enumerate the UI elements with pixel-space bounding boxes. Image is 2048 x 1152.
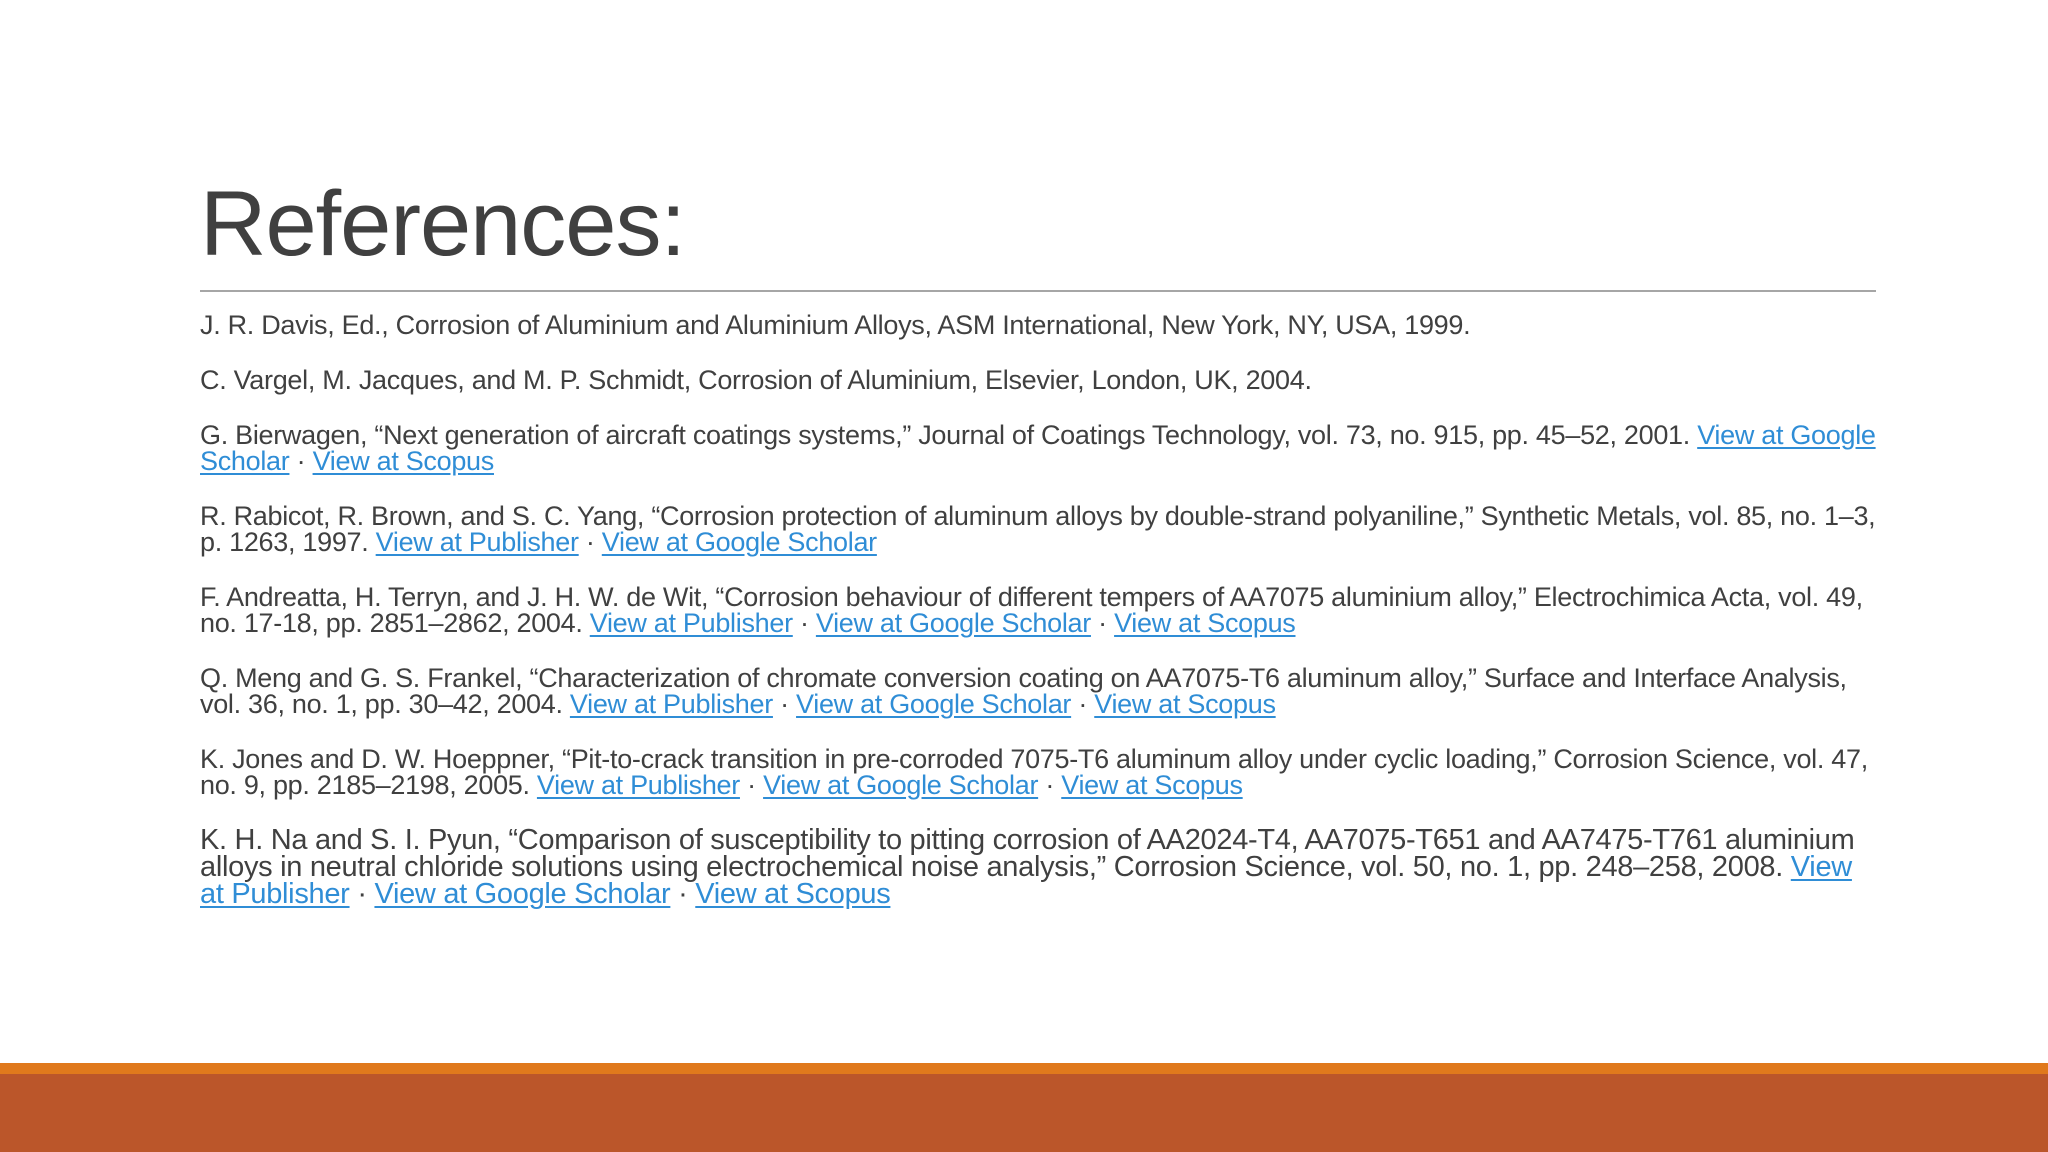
publisher-link[interactable]: View at Publisher (536, 770, 740, 800)
link-separator: · (780, 689, 789, 719)
slide-title: References: (200, 173, 686, 275)
scopus-link[interactable]: View at Scopus (1094, 689, 1276, 719)
scopus-link[interactable]: View at Scopus (312, 446, 494, 476)
link-separator: · (296, 446, 306, 476)
link-separator: · (678, 878, 688, 910)
reference-text: K. H. Na and S. I. Pyun, “Comparison of susceptibility to pitting corrosion of AA2024-T4, AA7075-T651 and AA7475-T761 aluminium alloys in neutral chloride solutions using electrochemical noise analysis,” Corrosion Science, vol. 50, no. 1, pp. 248–258, 2008. (200, 824, 1855, 883)
reference-text: F. Andreatta, H. Terryn, and J. H. W. de Wit, “Corrosion behaviour of different tempers of AA7075 aluminium alloy,” Electrochimica Acta, vol. 49, no. 17-18, pp. 2851–2862, 2004. (200, 582, 1863, 638)
publisher-link[interactable]: View at Publisher (589, 608, 793, 638)
reference-item (200, 312, 1880, 338)
link-separator: · (1078, 689, 1088, 719)
reference-item (200, 367, 1880, 393)
link-separator: · (1045, 770, 1055, 800)
footer-accent-band (0, 1063, 2048, 1074)
google-scholar-link[interactable]: View at Google Scholar (374, 878, 671, 910)
google-scholar-link[interactable]: View at Google Scholar (815, 608, 1091, 638)
reference-item (200, 746, 1880, 798)
reference-text: C. Vargel, M. Jacques, and M. P. Schmidt, Corrosion of Aluminium, Elsevier, London, UK, 2004. (200, 365, 1312, 395)
link-separator: · (357, 878, 367, 910)
google-scholar-link[interactable]: View at Google Scholar (200, 420, 1876, 476)
scopus-link[interactable]: View at Scopus (1061, 770, 1243, 800)
reference-text: Q. Meng and G. S. Frankel, “Characterization of chromate conversion coating on AA7075-T6 aluminum alloy,” Surface and Interface Analysis, vol. 36, no. 1, pp. 30–42, 2004. (200, 663, 1847, 719)
publisher-link[interactable]: View at Publisher (200, 851, 1852, 910)
google-scholar-link[interactable]: View at Google Scholar (796, 689, 1072, 719)
reference-text: J. R. Davis, Ed., Corrosion of Aluminium and Aluminium Alloys, ASM International, New York, NY, USA, 1999. (200, 310, 1471, 340)
scopus-link[interactable]: View at Scopus (1114, 608, 1296, 638)
link-separator: · (1098, 608, 1107, 638)
reference-text: K. Jones and D. W. Hoeppner, “Pit-to-crack transition in pre-corroded 7075-T6 aluminum alloy under cyclic loading,” Corrosion Science, vol. 47, no. 9, pp. 2185–2198, 2005. (200, 744, 1868, 800)
reference-text: R. Rabicot, R. Brown, and S. C. Yang, “Corrosion protection of aluminum alloys by double-strand polyaniline,” Synthetic Metals, vol. 85, no. 1–3, p. 1263, 1997. (200, 501, 1876, 557)
reference-item (200, 584, 1880, 636)
link-separator: · (585, 527, 595, 557)
reference-list (200, 312, 1880, 937)
footer-band (0, 1074, 2048, 1152)
reference-item (200, 503, 1880, 555)
title-divider (200, 290, 1876, 292)
google-scholar-link[interactable]: View at Google Scholar (601, 527, 877, 557)
reference-item (200, 422, 1880, 474)
reference-item (200, 824, 1880, 910)
reference-item (200, 665, 1880, 717)
publisher-link[interactable]: View at Publisher (569, 689, 773, 719)
scopus-link[interactable]: View at Scopus (695, 878, 891, 910)
google-scholar-link[interactable]: View at Google Scholar (763, 770, 1039, 800)
link-separator: · (747, 770, 756, 800)
link-separator: · (799, 608, 809, 638)
reference-text: G. Bierwagen, “Next generation of aircraft coatings systems,” Journal of Coatings Technology, vol. 73, no. 915, pp. 45–52, 2001. (200, 420, 1690, 450)
publisher-link[interactable]: View at Publisher (375, 527, 579, 557)
